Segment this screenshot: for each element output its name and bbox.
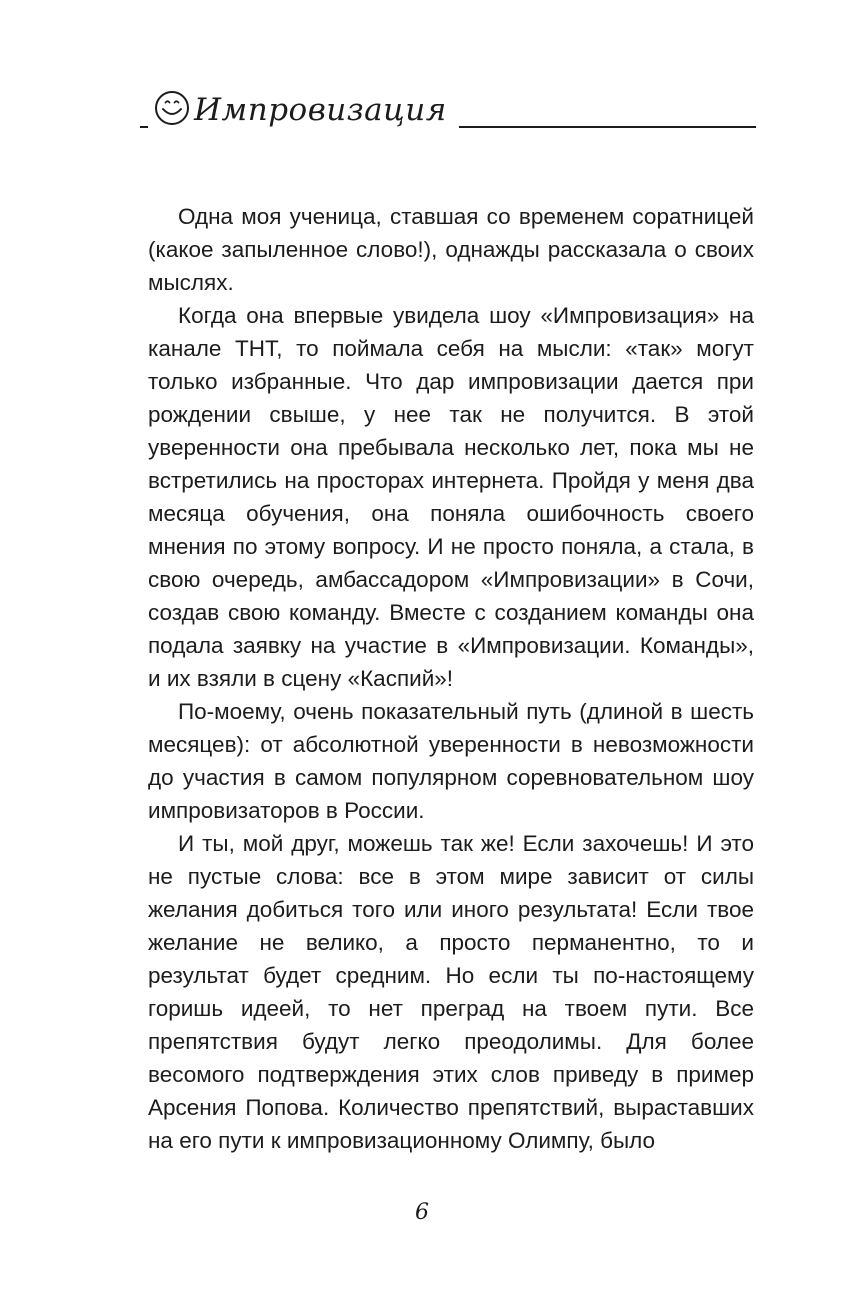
paragraph: Когда она впервые увидела шоу «Импровизация» на канале ТНТ, то поймала себя на мысли: «так» могут только избранные. Что дар импровизации дается при рождении свыше, у нее так не получится. В этой уверенности она пребывала несколько лет, пока мы не встретились на просторах интернета. Пройдя у меня два месяца обучения, она поняла ошибочность своего мнения по этому вопросу. И не просто поняла, а стала, в свою очередь, амбассадором «Импровизации» в Сочи, создав свою команду. Вместе с созданием команды она подала заявку на участие в «Импровизации. Команды», и их взяли в сцену «Каспий»! <box>148 303 754 691</box>
header-title-group <box>148 86 459 134</box>
paragraph: Одна моя ученица, ставшая со временем соратницей (какое запыленное слово!), однажды рассказала о своих мыслях. <box>148 204 754 295</box>
body-text <box>148 200 754 1157</box>
paragraph: И ты, мой друг, можешь так же! Если захочешь! И это не пустые слова: все в этом мире зависит от силы желания добиться того или иного результата! Если твое желание не велико, а просто перманентно, то и результат будет средним. Но если ты по-настоящему горишь идеей, то нет преград на твоем пути. Все препятствия будут легко преодолимы. Для более весомого подтверждения этих слов приведу в пример Арсения Попова. Количество препятствий, выраставших на его пути к импровизационному Олимпу, было <box>148 831 754 1153</box>
chapter-title: Импровизация <box>194 92 447 128</box>
chapter-header <box>140 78 756 142</box>
smiley-face-icon <box>152 88 192 128</box>
page-number: 6 <box>415 1200 429 1225</box>
paragraph: По-моему, очень показательный путь (длиной в шесть месяцев): от абсолютной уверенности в невозможности до участия в самом популярном соревновательном шоу импровизаторов в России. <box>148 699 754 823</box>
